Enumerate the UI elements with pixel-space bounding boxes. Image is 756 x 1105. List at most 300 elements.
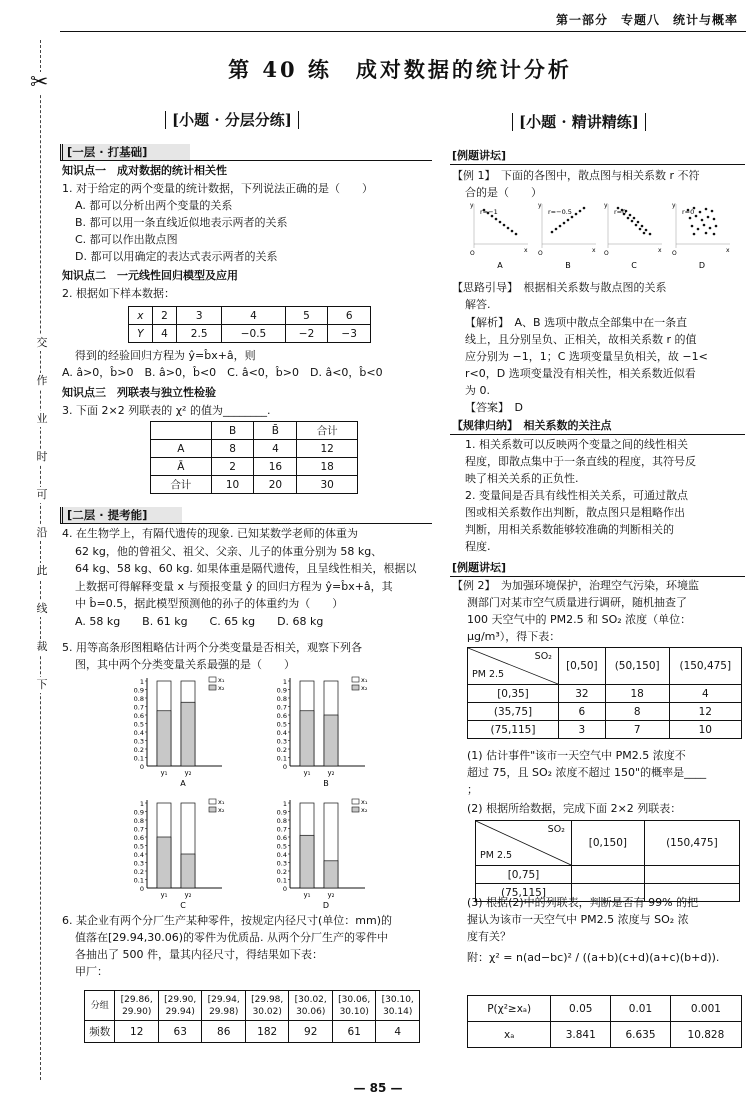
- origin-label: O: [604, 250, 609, 257]
- tick-label: 0.7: [133, 703, 144, 712]
- scatter-point: [627, 217, 630, 220]
- text-line: (1) 估计事件"该市一天空气中 PM2.5 浓度不: [467, 749, 686, 762]
- tick-label: 0.8: [133, 695, 144, 703]
- text-line: 2. 变量间是否具有线性相关关系，可通过散点: [465, 489, 688, 502]
- legend-swatch: [352, 685, 359, 690]
- table-cell: 3: [177, 307, 222, 325]
- table-cell: 10: [669, 721, 741, 739]
- scatter-point: [575, 213, 578, 216]
- tick-label: 1: [139, 678, 144, 686]
- tick-label: 0.3: [276, 737, 287, 746]
- scatter-point: [643, 232, 646, 235]
- table-cell: 分组: [85, 991, 115, 1021]
- scatter-point: [699, 211, 702, 214]
- table-cell: 18: [605, 685, 669, 703]
- side-char: 可: [36, 488, 48, 501]
- table-cell: [30.10, 30.14): [376, 991, 420, 1021]
- table-cell: 4: [376, 1021, 420, 1043]
- side-char: 裁: [36, 640, 48, 653]
- rule-title: 【规律归纳】 相关系数的关注点: [452, 419, 612, 432]
- table-cell: 0.01: [611, 996, 671, 1022]
- tick-label: 0.5: [133, 842, 144, 851]
- axis-y-label: y: [604, 202, 608, 209]
- table-cell: (75,115]: [468, 721, 559, 739]
- table-cell: Y: [129, 325, 153, 343]
- table-cell: −0.5: [222, 325, 285, 343]
- table-cell: (150,475]: [644, 821, 739, 866]
- text-line: 100 天空气中的 PM2.5 和 SO₂ 浓度（单位：: [467, 613, 692, 626]
- table-cell: −2: [285, 325, 328, 343]
- axis-y-label: y: [470, 202, 474, 209]
- question-3: 3. 下面 2×2 列联表的 χ² 的值为________.: [62, 404, 271, 417]
- table-cell: xₐ: [468, 1022, 551, 1048]
- table-row: [468, 648, 742, 685]
- table-cell: 12: [115, 1021, 159, 1043]
- side-char: 时: [36, 450, 48, 463]
- kp3: 知识点三 列联表与独立性检验: [62, 386, 216, 399]
- legend-swatch: [209, 685, 216, 690]
- tick-label: 0.3: [133, 737, 144, 746]
- origin-label: O: [672, 250, 677, 257]
- table-cell: 86: [202, 1021, 246, 1043]
- table-cell: 10.828: [670, 1022, 741, 1048]
- scatter-point: [637, 221, 640, 224]
- text-line: 【思路引导】 根据相关系数与散点图的关系: [452, 281, 667, 294]
- table-row: [129, 325, 371, 343]
- table-row: [85, 1021, 420, 1043]
- text-line: 解答.: [465, 298, 491, 311]
- tick-label: 0.6: [276, 834, 287, 842]
- table-cell: A: [151, 440, 212, 458]
- bar-chart-B: [268, 668, 403, 788]
- table-row: [85, 991, 420, 1021]
- text-line: 程度.: [465, 540, 491, 553]
- axis-x-label: x: [592, 247, 596, 254]
- chart-label: C: [180, 901, 186, 910]
- table-q6: [84, 990, 420, 1043]
- text-line: 中 b̂=0.5，据此模型预测他的孙子的体重约为（ ）: [75, 597, 344, 610]
- text-line: 【例 2】 为加强环境保护，治理空气污染，环境监: [452, 579, 699, 592]
- axis-x-label: x: [658, 247, 662, 254]
- table-cell: [0,50]: [559, 648, 606, 685]
- scatter-point: [507, 227, 510, 230]
- table-cell: 63: [158, 1021, 202, 1043]
- table-cell: 4: [254, 440, 297, 458]
- table-cell: Ā: [151, 458, 212, 476]
- scatter-point: [631, 220, 634, 223]
- table-cell: [29.90, 29.94): [158, 991, 202, 1021]
- scatter-point: [567, 219, 570, 222]
- bar-chart-C: [125, 790, 260, 910]
- table-q2: [128, 306, 371, 343]
- scatter-plot-A: [470, 200, 530, 270]
- text-line: B. 都可以用一条直线近似地表示两者的关系: [75, 216, 288, 229]
- tick-label-zero: 0: [282, 885, 287, 893]
- text-line: 【例 1】 下面的各图中，散点图与相关系数 r 不符: [452, 169, 700, 182]
- x-label: y₂: [184, 769, 192, 777]
- text-line: 应分别为 −1，1；C 选项变量呈负相关，故 −1<: [465, 350, 708, 363]
- tick-label: 0.5: [133, 720, 144, 729]
- table-cell: (50,150]: [605, 648, 669, 685]
- r-label: r=−1: [480, 208, 498, 216]
- tick-label: 0.4: [133, 729, 144, 737]
- scatter-point: [633, 217, 636, 220]
- x-label: y₁: [160, 769, 168, 777]
- tick-label: 0.6: [276, 712, 287, 720]
- text-line: C. 都可以作出散点图: [75, 233, 178, 246]
- text-line: 上数据可得解释变量 x 与预报变量 ŷ 的回归方程为 ŷ=b̂x+â，其: [75, 579, 393, 593]
- table-cell: 8: [605, 703, 669, 721]
- tick-label: 0.2: [276, 746, 287, 754]
- text-line: A. 58 kg B. 61 kg C. 65 kg D. 68 kg: [75, 614, 324, 628]
- table-cell: 0.05: [551, 996, 611, 1022]
- scatter-point: [635, 224, 638, 227]
- table-cell: 18: [297, 458, 358, 476]
- tick-label: 0.9: [133, 686, 144, 695]
- ex-forum: [例题讲坛]: [452, 149, 507, 162]
- scatter-point: [499, 221, 502, 224]
- legend-label: x₂: [218, 806, 225, 814]
- side-char: 沿: [36, 526, 48, 539]
- legend-swatch: [352, 677, 359, 682]
- text-line: 得到的经验回归方程为 ŷ=b̂x+â，则: [75, 349, 256, 362]
- bar-chart-A: [125, 668, 260, 788]
- table-cell: 2: [211, 458, 254, 476]
- formula: 附：χ² = n(ad−bc)² / ((a+b)(c+d)(a+c)(b+d)).: [467, 951, 720, 964]
- table-cell: 3: [559, 721, 606, 739]
- table-cell: 7: [605, 721, 669, 739]
- tick-label-zero: 0: [139, 763, 144, 771]
- table-cell: 16: [254, 458, 297, 476]
- text-line: D. 都可以用确定的表达式表示两者的关系: [75, 250, 278, 263]
- table-cell: 10: [211, 476, 254, 494]
- legend-label: x₂: [361, 684, 368, 692]
- scatter-point: [559, 225, 562, 228]
- origin-label: O: [538, 250, 543, 257]
- text-line: 【解析】 A、B 选项中散点全部集中在一条直: [465, 316, 688, 329]
- table-cell: 4: [222, 307, 285, 325]
- scatter-label: D: [698, 261, 706, 270]
- example-2-part2: (2) 根据所给数据，完成下面 2×2 列联表：: [467, 802, 682, 815]
- legend-swatch: [209, 807, 216, 812]
- tick-label: 0.3: [133, 859, 144, 868]
- scatter-point: [555, 228, 558, 231]
- scatter-point: [503, 224, 506, 227]
- table-cell: 2.5: [177, 325, 222, 343]
- diag-top-label: SO₂: [547, 824, 565, 835]
- diag-bottom-label: PM 2.5: [472, 669, 505, 680]
- scatter-point: [715, 225, 718, 228]
- text-line: 判断，用相关系数能够较准确的判断相关的: [465, 523, 674, 536]
- legend-swatch: [352, 807, 359, 812]
- rule-rule: [450, 434, 745, 435]
- tick-label: 0.1: [276, 754, 287, 763]
- tick-label-zero: 0: [139, 885, 144, 893]
- tick-label: 0.7: [276, 825, 287, 834]
- table-cell: (75,115]: [476, 884, 572, 902]
- scatter-plot-D: [672, 200, 732, 270]
- table-row: [468, 1022, 742, 1048]
- table-cell: 8: [211, 440, 254, 458]
- tick-label: 0.1: [133, 754, 144, 763]
- table-cell: B̄: [254, 422, 297, 440]
- r-label: r=−0.5: [548, 208, 572, 216]
- table-cell: 4: [152, 325, 176, 343]
- table-cell: 30: [297, 476, 358, 494]
- legend-label: x₁: [361, 798, 368, 806]
- page-title: 第 40 练 成对数据的统计分析: [228, 57, 572, 82]
- table-cell: 32: [559, 685, 606, 703]
- text-line: A. 都可以分析出两个变量的关系: [75, 199, 233, 212]
- right-section-title: [小题 · 精讲精练]: [512, 114, 646, 130]
- tick-label: 0.8: [276, 695, 287, 703]
- table-cell: 2: [152, 307, 176, 325]
- scatter-point: [711, 210, 714, 213]
- x-label: y₁: [303, 891, 311, 899]
- scissors-icon: ✂: [30, 72, 52, 94]
- bar-fill: [157, 837, 171, 888]
- scatter-point: [511, 230, 514, 233]
- scatter-point: [563, 222, 566, 225]
- ex-forum-rule: [450, 164, 745, 165]
- text-line: 合的是（ ）: [465, 186, 542, 199]
- tick-label: 0.6: [133, 834, 144, 842]
- r-label: r=0: [682, 208, 695, 216]
- table-cell: 4: [669, 685, 741, 703]
- legend-swatch: [209, 799, 216, 804]
- diagonal-header-cell: [476, 821, 572, 866]
- table-cell: (150,475]: [669, 648, 741, 685]
- x-label: y₂: [184, 891, 192, 899]
- ex-forum2-rule: [450, 576, 745, 577]
- table-cell: (35,75]: [468, 703, 559, 721]
- legend-label: x₁: [218, 798, 225, 806]
- table-row: [476, 821, 740, 866]
- table-cell: −3: [328, 325, 371, 343]
- text-line: r<0，D 选项变量没有相关性，相关系数近似看: [465, 367, 696, 380]
- table-row: [151, 458, 358, 476]
- chart-label: A: [180, 779, 186, 788]
- table-cell: 92: [289, 1021, 333, 1043]
- legend-label: x₁: [218, 676, 225, 684]
- scatter-point: [571, 216, 574, 219]
- scatter-point: [705, 232, 708, 235]
- axis-y-label: y: [538, 202, 542, 209]
- scatter-point: [697, 228, 700, 231]
- tick-label: 1: [282, 800, 287, 808]
- scatter-point: [713, 233, 716, 236]
- scatter-point: [701, 219, 704, 222]
- table-row: [151, 422, 358, 440]
- table-row: [151, 440, 358, 458]
- origin-label: O: [470, 250, 475, 257]
- scatter-point: [649, 233, 652, 236]
- table-row: [468, 685, 742, 703]
- tick-label: 0.9: [276, 808, 287, 817]
- scatter-point: [579, 210, 582, 213]
- tick-label: 0.2: [133, 746, 144, 754]
- text-line: 62 kg，他的曾祖父、祖父、父亲、儿子的体重分别为 58 kg、: [75, 544, 383, 558]
- text-line: 6. 某企业有两个分厂生产某种零件，按规定内径尺寸(单位：mm)的: [62, 914, 393, 927]
- ex-forum-2: [例题讲坛]: [452, 561, 507, 574]
- scatter-point: [641, 225, 644, 228]
- scatter-point: [551, 231, 554, 234]
- tick-label: 0.9: [133, 808, 144, 817]
- tick-label-zero: 0: [282, 763, 287, 771]
- text-line: 程度，即散点集中于一条直线的程度，其符号反: [465, 455, 696, 468]
- tick-label: 0.7: [276, 703, 287, 712]
- table-cell: 3.841: [551, 1022, 611, 1048]
- chart-label: B: [323, 779, 329, 788]
- table-cell: 20: [254, 476, 297, 494]
- text-line: A. â>0，b̂>0 B. â>0，b̂<0 C. â<0，b̂>0 D. â<0，b̂<0: [62, 366, 383, 379]
- scatter-plot-B: [538, 200, 598, 270]
- scatter-point: [639, 228, 642, 231]
- x-label: y₂: [327, 769, 335, 777]
- tick-label: 0.4: [276, 729, 287, 737]
- text-line: 测部门对某市空气质量进行调研，随机抽查了: [467, 596, 687, 609]
- table-cell: 合计: [151, 476, 212, 494]
- text-line: 值落在[29.94,30.06)的零件为优质品. 从两个分厂生产的零件中: [75, 931, 389, 944]
- text-line: 1. 对于给定的两个变量的统计数据，下列说法正确的是（ ）: [62, 182, 373, 195]
- legend-label: x₁: [361, 676, 368, 684]
- tick-label: 0.4: [133, 851, 144, 859]
- header-text: 第一部分 专题八 统计与概率: [555, 13, 738, 27]
- question-2: 2. 根据如下样本数据：: [62, 287, 175, 300]
- empty-cell[interactable]: [572, 866, 645, 884]
- bar-fill: [324, 715, 338, 766]
- chart-label: D: [322, 901, 330, 910]
- answer: 【答案】 D: [465, 401, 523, 414]
- empty-cell[interactable]: [644, 866, 739, 884]
- kp2: 知识点二 一元线性回归模型及应用: [62, 269, 238, 282]
- side-char: 作: [36, 374, 48, 387]
- scatter-point: [709, 227, 712, 230]
- table-cell: 12: [297, 440, 358, 458]
- table-cell: [30.06, 30.10): [332, 991, 376, 1021]
- text-line: 各抽出了 500 件，量其内径尺寸，得结果如下表：: [75, 948, 323, 961]
- page-number: — 85 —: [353, 1081, 403, 1095]
- scatter-point: [629, 214, 632, 217]
- text-line: 图或相关系数作出判断，散点图只是粗略作出: [465, 506, 685, 519]
- table-q3: [150, 421, 358, 494]
- scatter-point: [645, 229, 648, 232]
- tick-label: 0.4: [276, 851, 287, 859]
- text-line: 握认为该市一天空气中 PM2.5 浓度与 SO₂ 浓: [467, 913, 689, 926]
- text-line: 图，其中两个分类变量关系最强的是（ ）: [75, 658, 295, 671]
- bar-chart-D: [268, 790, 403, 910]
- text-line: 4. 在生物学上，有隔代遗传的现象. 已知某数学老师的体重为: [62, 527, 358, 540]
- text-line: 1. 相关系数可以反映两个变量之间的线性相关: [465, 438, 688, 451]
- scatter-point: [495, 218, 498, 221]
- scatter-plot-C: [604, 200, 664, 270]
- text-line: 线上，且分别呈负、正相关，故相关系数 r 的值: [465, 333, 697, 346]
- table-cell: [0,35]: [468, 685, 559, 703]
- tick-label: 0.5: [276, 720, 287, 729]
- side-char: 此: [36, 564, 48, 577]
- tick-label: 0.1: [133, 876, 144, 885]
- scatter-point: [693, 233, 696, 236]
- legend-swatch: [209, 677, 216, 682]
- table-2x2: [475, 820, 740, 902]
- text-line: μg/m³），得下表：: [467, 630, 561, 643]
- table-row: [468, 703, 742, 721]
- table-pm-so2: [467, 647, 742, 739]
- kp1: 知识点一 成对数据的统计相关性: [62, 164, 227, 177]
- text-line: 64 kg、58 kg、60 kg. 如果体重是隔代遗传，且呈线性相关，根据以: [75, 562, 417, 575]
- layer2-bar: [二层 · 提考能]: [60, 507, 182, 523]
- table-row: [151, 476, 358, 494]
- table-critical: [467, 995, 742, 1048]
- table-cell: [151, 422, 212, 440]
- page-header: [0, 0, 756, 32]
- layer2-rule: [60, 523, 432, 524]
- legend-label: x₂: [218, 684, 225, 692]
- legend-label: x₂: [361, 806, 368, 814]
- table-cell: [29.86, 29.90): [115, 991, 159, 1021]
- scatter-point: [695, 215, 698, 218]
- text-line: 5. 用等高条形图粗略估计两个分类变量是否相关，观察下列各: [62, 641, 362, 654]
- side-char: 下: [36, 678, 48, 691]
- table-row: [468, 996, 742, 1022]
- text-line: 映了相关关系的正负性.: [465, 472, 579, 485]
- tick-label: 0.2: [276, 868, 287, 876]
- side-char: 交: [36, 336, 48, 349]
- table-cell: 182: [245, 1021, 289, 1043]
- scatter-point: [691, 225, 694, 228]
- layer1-rule: [60, 160, 432, 161]
- tick-label: 0.1: [276, 876, 287, 885]
- bar-fill: [181, 854, 195, 888]
- cut-line: [40, 40, 41, 1080]
- text-line: (3) 根据(2)中的列联表，判断是否有 99% 的把: [467, 896, 699, 909]
- axis-x-label: x: [524, 247, 528, 254]
- tick-label: 0.6: [133, 712, 144, 720]
- table-cell: 61: [332, 1021, 376, 1043]
- table-cell: [29.94, 29.98): [202, 991, 246, 1021]
- scatter-label: C: [631, 261, 637, 270]
- table-cell: P(χ²≥xₐ): [468, 996, 551, 1022]
- header-rule: [60, 31, 746, 32]
- legend-swatch: [352, 799, 359, 804]
- scatter-point: [703, 224, 706, 227]
- bar-fill: [181, 702, 195, 766]
- table-cell: 6.635: [611, 1022, 671, 1048]
- tick-label: 0.3: [276, 859, 287, 868]
- tick-label: 1: [282, 678, 287, 686]
- left-section-title: [小题 · 分层分练]: [165, 112, 299, 128]
- table-row: [468, 721, 742, 739]
- scatter-label: B: [565, 261, 571, 270]
- bar-fill: [300, 835, 314, 888]
- table-cell: 0.001: [670, 996, 741, 1022]
- tick-label: 0.9: [276, 686, 287, 695]
- table-cell: [0,75]: [476, 866, 572, 884]
- table-cell: x: [129, 307, 153, 325]
- table-cell: 6: [559, 703, 606, 721]
- x-label: y₁: [303, 769, 311, 777]
- scatter-point: [515, 233, 518, 236]
- layer1-bar: [一层 · 打基础]: [60, 144, 190, 160]
- table-cell: [29.98, 30.02): [245, 991, 289, 1021]
- axis-y-label: y: [672, 202, 676, 209]
- scatter-point: [583, 207, 586, 210]
- bar-fill: [324, 861, 338, 888]
- tick-label: 1: [139, 800, 144, 808]
- text-line: 为 0.: [465, 384, 490, 397]
- axis-x-label: x: [726, 247, 730, 254]
- scatter-point: [689, 217, 692, 220]
